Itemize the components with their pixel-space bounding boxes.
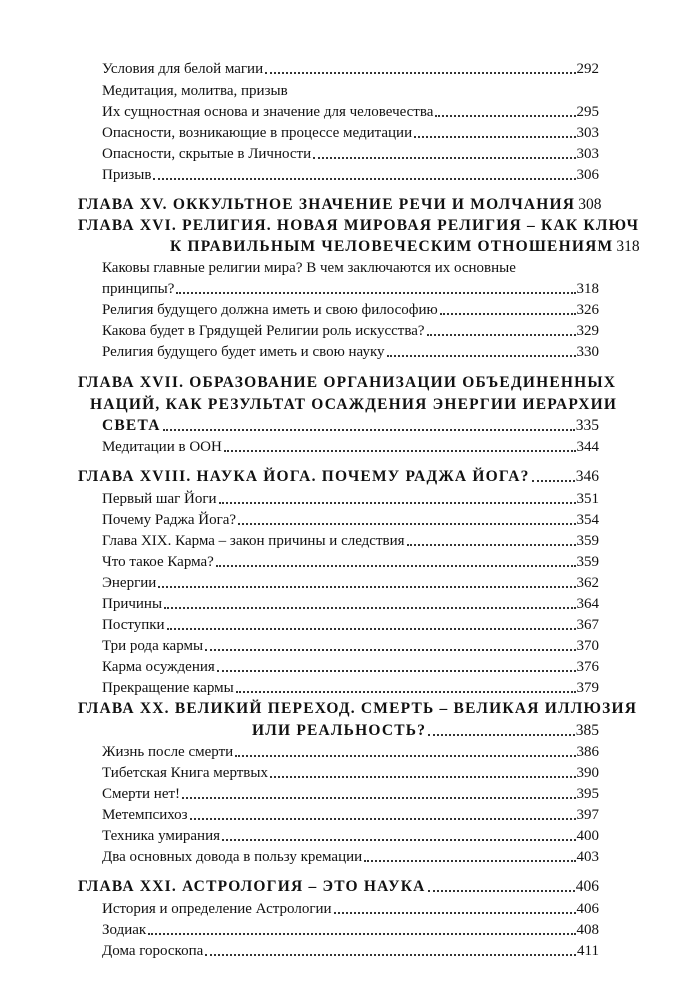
toc-entry-title: Какова будет в Грядущей Религии роль искусства? — [102, 323, 425, 339]
toc-entry-page: 295 — [576, 104, 599, 120]
toc-entry — [102, 633, 599, 655]
dot-leader — [427, 328, 576, 336]
dot-leader — [217, 664, 576, 672]
chapter-page: 335 — [575, 417, 599, 434]
toc-entry — [102, 297, 599, 319]
dot-leader — [414, 130, 575, 138]
toc-entry-title: Медитация, молитва, призыв — [102, 83, 288, 99]
dot-leader — [265, 66, 575, 74]
toc-entry — [102, 802, 599, 824]
chapter-title-line2: К ПРАВИЛЬНЫМ ЧЕЛОВЕЧЕСКИМ ОТНОШЕНИЯМ — [170, 238, 614, 255]
toc-entry-title: Смерти нет! — [102, 786, 181, 802]
toc-entry-page: 354 — [576, 512, 599, 528]
toc-entry-title: Карма осуждения — [102, 659, 215, 675]
dot-leader — [440, 307, 576, 315]
dot-leader — [164, 601, 575, 609]
chapter-heading — [78, 370, 617, 392]
toc-entry — [102, 739, 599, 761]
toc-entry — [102, 141, 599, 163]
dot-leader — [334, 906, 576, 914]
chapter-heading-cont — [252, 718, 599, 740]
toc-entry-title: Зодиак — [102, 922, 147, 938]
chapter-title-line1: ГЛАВА XVI. РЕЛИГИЯ. НОВАЯ МИРОВАЯ РЕЛИГИЯ – КАК КЛЮЧ — [78, 217, 640, 234]
dot-leader — [222, 833, 575, 841]
toc-entry-page: 351 — [576, 491, 599, 507]
toc-entry-title: Причины — [102, 596, 163, 612]
dot-leader — [224, 444, 576, 452]
toc-entry — [102, 675, 599, 697]
toc-entry — [102, 528, 599, 550]
toc-entry — [102, 78, 599, 100]
toc-entry-title: Тибетская Книга мертвых — [102, 765, 268, 781]
dot-leader — [407, 538, 576, 546]
dot-leader — [428, 884, 575, 892]
toc-entry-page: 376 — [576, 659, 599, 675]
toc-entry-page: 306 — [576, 167, 599, 183]
toc-entry-page: 408 — [576, 922, 599, 938]
chapter-title-line2: ИЛИ РЕАЛЬНОСТЬ? — [252, 722, 427, 739]
dot-leader — [236, 685, 576, 693]
toc-entry — [102, 844, 599, 866]
chapter-heading — [78, 874, 599, 896]
toc-entry — [102, 570, 599, 592]
toc-entry-page: 403 — [576, 849, 599, 865]
toc-entry-title: Глава XIX. Карма – закон причины и следствия — [102, 533, 405, 549]
chapter-page: 346 — [575, 468, 599, 485]
dot-leader — [216, 559, 576, 567]
dot-leader — [182, 791, 575, 799]
toc-entry-page: 292 — [576, 61, 599, 77]
toc-entry — [102, 549, 599, 571]
chapter-title: ГЛАВА XVIII. НАУКА ЙОГА. ПОЧЕМУ РАДЖА ЙОГА? — [78, 468, 530, 485]
toc-entry — [102, 255, 599, 277]
toc-entry-page: 359 — [576, 554, 599, 570]
toc-entry-title: Условия для белой магии — [102, 61, 264, 77]
toc-entry-page: 370 — [576, 638, 599, 654]
toc-entry-page: 344 — [576, 439, 599, 455]
dot-leader — [205, 948, 576, 956]
dot-leader — [235, 749, 575, 757]
dot-leader — [238, 517, 575, 525]
dot-leader — [163, 423, 575, 431]
toc-entry-title: Прекращение кармы — [102, 680, 234, 696]
toc-entry-page: 400 — [576, 828, 599, 844]
toc-entry-title: Религия будущего должна иметь и свою философию — [102, 302, 438, 318]
toc-entry-title: Три рода кармы — [102, 638, 204, 654]
chapter-page: 385 — [575, 722, 599, 739]
chapter-heading-cont — [170, 234, 640, 256]
toc-entry-page: 397 — [576, 807, 599, 823]
dot-leader — [190, 812, 576, 820]
dot-leader — [387, 349, 576, 357]
toc-entry-page: 318 — [576, 281, 599, 297]
dot-leader — [364, 854, 575, 862]
toc-entry-title: История и определение Астрологии — [102, 901, 332, 917]
toc-entry-page: 329 — [576, 323, 599, 339]
toc-entry-page: 379 — [576, 680, 599, 696]
chapter-heading — [78, 464, 599, 486]
chapter-page: 318 — [616, 238, 640, 255]
toc-entry-page: 386 — [576, 744, 599, 760]
toc-entry-page: 364 — [576, 596, 599, 612]
toc-entry — [102, 591, 599, 613]
toc-entry — [102, 654, 599, 676]
toc-entry — [102, 434, 599, 456]
toc-entry — [102, 507, 599, 529]
dot-leader — [435, 109, 575, 117]
chapter-title-line2: НАЦИЙ, КАК РЕЗУЛЬТАТ ОСАЖДЕНИЯ ЭНЕРГИИ ИЕРАРХИИ — [90, 396, 618, 413]
chapter-heading-cont — [90, 392, 618, 414]
toc-entry-title: принципы? — [102, 281, 175, 297]
toc-entry-title: Жизнь после смерти — [102, 744, 234, 760]
chapter-heading — [78, 696, 638, 718]
dot-leader — [153, 172, 575, 180]
toc-entry — [102, 486, 599, 508]
toc-entry-title: Их сущностная основа и значение для человечества — [102, 104, 434, 120]
toc-entry — [102, 339, 599, 361]
toc-entry-title: Техника умирания — [102, 828, 221, 844]
dot-leader — [167, 622, 576, 630]
toc-entry-title: Каковы главные религии мира? В чем заключаются их основные — [102, 260, 516, 276]
toc-entry-title: Религия будущего будет иметь и свою науку — [102, 344, 385, 360]
toc-entry — [102, 276, 599, 298]
chapter-title-line1: ГЛАВА XX. ВЕЛИКИЙ ПЕРЕХОД. СМЕРТЬ – ВЕЛИКАЯ ИЛЛЮЗИЯ — [78, 700, 638, 717]
toc-entry-title: Метемпсихоз — [102, 807, 188, 823]
toc-entry — [102, 896, 599, 918]
toc-entry-page: 303 — [576, 146, 599, 162]
toc-entry — [102, 917, 599, 939]
dot-leader — [158, 580, 575, 588]
dot-leader — [148, 927, 575, 935]
toc-entry — [102, 56, 599, 78]
chapter-title: ГЛАВА XV. ОККУЛЬТНОЕ ЗНАЧЕНИЕ РЕЧИ И МОЛЧАНИЯ — [78, 196, 576, 213]
chapter-page: 308 — [578, 196, 602, 213]
chapter-title: ГЛАВА XXI. АСТРОЛОГИЯ – ЭТО НАУКА — [78, 878, 426, 895]
chapter-heading — [78, 213, 640, 235]
toc-entry-page: 359 — [576, 533, 599, 549]
chapter-heading-cont — [102, 413, 599, 435]
toc-entry — [102, 781, 599, 803]
dot-leader — [532, 474, 575, 482]
dot-leader — [219, 496, 576, 504]
toc-entry-title: Поступки — [102, 617, 165, 633]
chapter-title-line3: СВЕТА — [102, 417, 161, 434]
dot-leader — [313, 151, 575, 159]
chapter-title-line1: ГЛАВА XVII. ОБРАЗОВАНИЕ ОРГАНИЗАЦИИ ОБЪЕДИНЕННЫХ — [78, 374, 617, 391]
chapter-heading — [78, 192, 602, 214]
toc-entry — [102, 162, 599, 184]
toc-entry-page: 330 — [576, 344, 599, 360]
toc-entry — [102, 99, 599, 121]
toc-entry-title: Призыв — [102, 167, 152, 183]
toc-entry-title: Энергии — [102, 575, 157, 591]
chapter-page: 406 — [575, 878, 599, 895]
toc-entry-title: Дома гороскопа — [102, 943, 204, 959]
toc-entry — [102, 760, 599, 782]
toc-entry — [102, 823, 599, 845]
toc-entry-title: Что такое Карма? — [102, 554, 214, 570]
toc-entry-page: 362 — [576, 575, 599, 591]
toc-entry — [102, 938, 599, 960]
toc-entry-title: Два основных довода в пользу кремации — [102, 849, 363, 865]
toc-entry-page: 406 — [576, 901, 599, 917]
toc-entry-title: Медитации в ООН — [102, 439, 222, 455]
toc-entry — [102, 612, 599, 634]
dot-leader — [428, 728, 575, 736]
toc-entry-page: 411 — [577, 943, 599, 959]
toc-entry-title: Опасности, скрытые в Личности — [102, 146, 312, 162]
toc-entry-page: 395 — [576, 786, 599, 802]
dot-leader — [176, 286, 575, 294]
toc-entry-page: 326 — [576, 302, 599, 318]
toc-entry-title: Опасности, возникающие в процессе медитации — [102, 125, 413, 141]
toc-entry-page: 303 — [576, 125, 599, 141]
toc-entry-page: 390 — [576, 765, 599, 781]
toc-entry — [102, 318, 599, 340]
toc-entry-page: 367 — [576, 617, 599, 633]
dot-leader — [270, 770, 576, 778]
dot-leader — [205, 643, 575, 651]
toc-entry — [102, 120, 599, 142]
toc-entry-title: Почему Раджа Йога? — [102, 512, 237, 528]
toc-entry-title: Первый шаг Йоги — [102, 491, 217, 507]
